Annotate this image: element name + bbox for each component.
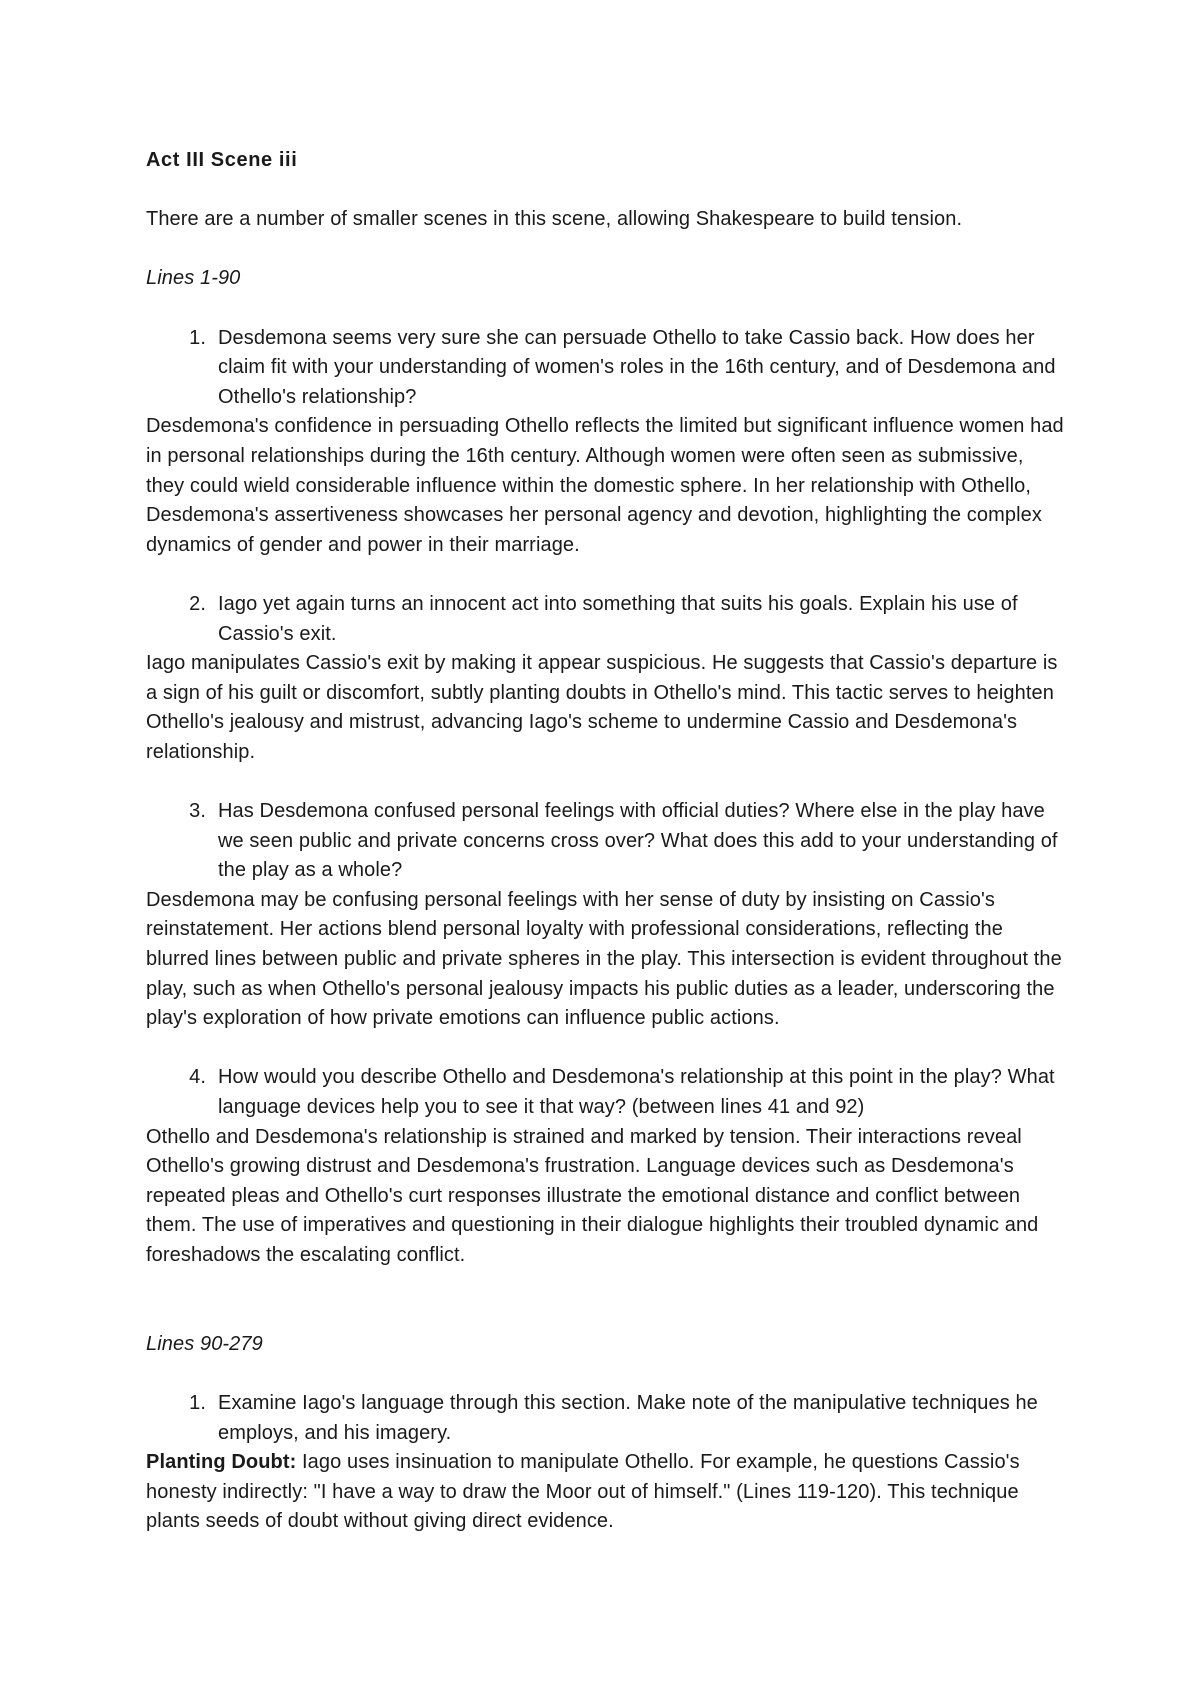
- question-number: 1.: [189, 326, 206, 349]
- answer-body: Iago uses insinuation to manipulate Othello. For example, he questions Cassio's honesty indirectly: "I have a way to draw the Moor out of himself." (Lines 119-120). This technique plants seeds of doubt without giving direct evidence.: [146, 1451, 1020, 1533]
- question-item: [146, 590, 1066, 649]
- question-item: [146, 797, 1066, 886]
- question-text: Examine Iago's language through this section. Make note of the manipulative techniques he employs, and his imagery.: [218, 1391, 1038, 1444]
- answer-paragraph: [146, 1448, 1066, 1537]
- answer-paragraph: Desdemona's confidence in persuading Othello reflects the limited but significant influence women had in personal relationships during the 16th century. Although women were often seen as submissive, they could wield considerable influence within the domestic sphere. In her relationship with Othello, Desdemona's assertiveness showcases her personal agency and devotion, highlighting the complex dynamics of gender and power in their marriage.: [146, 415, 1064, 556]
- question-number: 2.: [189, 592, 206, 615]
- question-text: Desdemona seems very sure she can persuade Othello to take Cassio back. How does her claim fit with your understanding of women's roles in the 16th century, and of Desdemona and Othello's relationship?: [218, 326, 1056, 408]
- question-text: How would you describe Othello and Desdemona's relationship at this point in the play? What language devices help you to see it that way? (between lines 41 and 92): [218, 1066, 1055, 1118]
- answer-paragraph: Othello and Desdemona's relationship is strained and marked by tension. Their interactions reveal Othello's growing distrust and Desdemona's frustration. Language devices such as Desdemona's repeated pleas and Othello's curt responses illustrate the emotional distance and conflict between them. The use of imperatives and questioning in their dialogue highlights their troubled dynamic and foreshadows the escalating conflict.: [146, 1125, 1039, 1266]
- question-text: Iago yet again turns an innocent act into something that suits his goals. Explain his use of Cassio's exit.: [218, 592, 1018, 645]
- section-heading-lines-1-90: Lines 1-90: [146, 267, 241, 290]
- question-number: 3.: [189, 800, 206, 823]
- answer-paragraph: Desdemona may be confusing personal feelings with her sense of duty by insisting on Cassio's reinstatement. Her actions blend personal loyalty with professional considerations, reflecting the blurred lines between public and private spheres in the play. This intersection is evident throughout the play, such as when Othello's personal jealousy impacts his public duties as a leader, underscoring the play's exploration of how private emotions can influence public actions.: [146, 888, 1062, 1030]
- question-number: 4.: [189, 1066, 206, 1089]
- answer-paragraph: Iago manipulates Cassio's exit by making it appear suspicious. He suggests that Cassio's departure is a sign of his guilt or discomfort, subtly planting doubts in Othello's mind. This tactic serves to heighten Othello's jealousy and mistrust, advancing Iago's scheme to undermine Cassio and Desdemona's relationship.: [146, 652, 1058, 763]
- question-item: [146, 1389, 1066, 1448]
- question-number: 1.: [189, 1391, 206, 1414]
- section-heading-lines-90-279: Lines 90-279: [146, 1332, 263, 1355]
- intro-paragraph: There are a number of smaller scenes in this scene, allowing Shakespeare to build tension.: [146, 208, 963, 231]
- document-title: Act III Scene iii: [146, 149, 298, 171]
- section-spacer: [146, 1300, 1066, 1330]
- question-item: [146, 324, 1066, 413]
- question-item: [146, 1063, 1066, 1122]
- document-page: [146, 146, 1066, 1567]
- question-text: Has Desdemona confused personal feelings with official duties? Where else in the play have we seen public and private concerns cross over? What does this add to your understanding of the play as a whole?: [218, 800, 1058, 882]
- answer-lead-label: Planting Doubt:: [146, 1451, 297, 1474]
